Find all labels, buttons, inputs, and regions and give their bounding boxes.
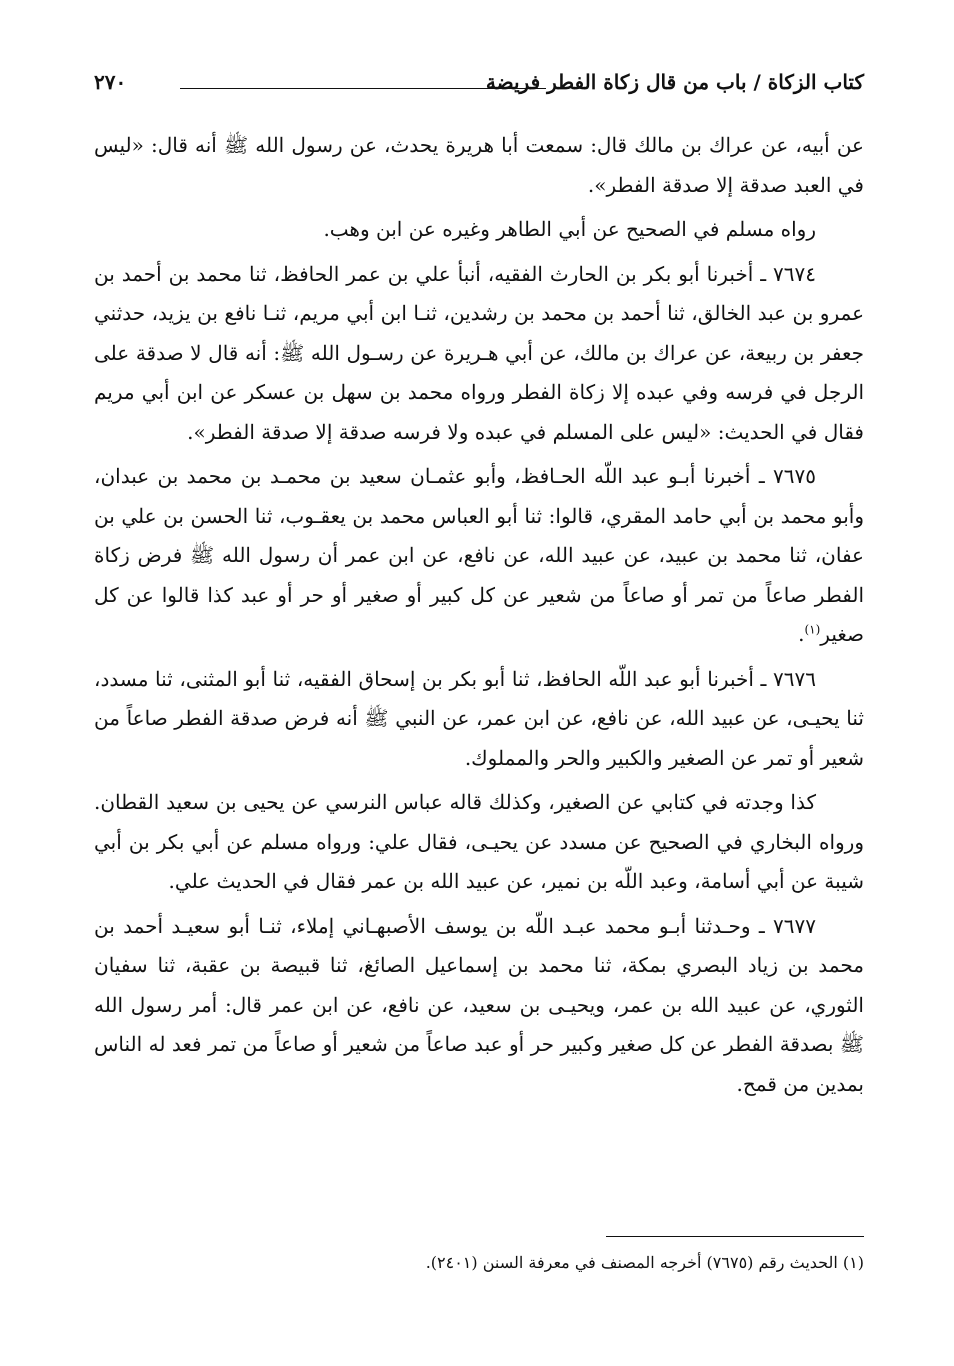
paragraph-hadith-7674: ٧٦٧٤ ـ أخبرنا أبو بكر بن الحارث الفقيه، أنبأ علي بن عمر الحافظ، ثنا محمد بن أحمد بن عمرو بن عبد الخالق، ثنا أحمد بن محمد بن رشدين، ثنـا ابن أبي مريم، ثنـا نافع بن يزيد، حدثني جعفر بن ربيعة، عن عراك بن مالك، عن أبي هـريرة عن رسـول الله ﷺ: أنه قال لا صدقة على الرجل في فرسه وفي عبده إلا زكاة الفطر ورواه محمد بن سهل بن عسكر عن ابن أبي مريم فقال في الحديث: «ليس على المسلم في عبده ولا فرسه صدقة إلا صدقة الفطر». [94, 261, 864, 444]
footnote-marker[interactable]: (١) [804, 622, 821, 637]
footnote: (١) الحديث رقم (٧٦٧٥) أخرجه المصنف في معرفة السنن (٢٤٠١). [425, 1253, 864, 1272]
page-header [94, 60, 864, 100]
page-number: ٢٧٠ [94, 70, 127, 94]
book-page [94, 60, 864, 1320]
running-title: كتاب الزكاة / باب من قال زكاة الفطر فريضة [485, 70, 864, 94]
paragraph-hadith-7675 [94, 457, 864, 655]
paragraph-hadith-7676: ٧٦٧٦ ـ أخبرنا أبو عبد اللّه الحافظ، ثنا أبو بكر بن إسحاق الفقيه، ثنا أبو المثنى، ثنا مسدد، ثنا يحيـى، عن عبيد الله، عن نافع، عن ابن عمر، عن النبي ﷺ أنه فرض صدقة الفطر صاعاً من شعير أو تمر عن الصغير والكبير والحر والمملوك. [94, 666, 864, 770]
hadith-7675-tail: . [798, 622, 805, 646]
page-body [94, 126, 864, 1109]
footnote-rule [606, 1236, 864, 1237]
paragraph-continuation: عن أبيه، عن عراك بن مالك قال: سمعت أبا هريرة يحدث، عن رسول الله ﷺ أنه قال: «ليس في العبد صدقة إلا صدقة الفطر». [94, 133, 864, 197]
paragraph-commentary: كذا وجدته في كتابي عن الصغير، وكذلك قاله عباس النرسي عن يحيى بن سعيد القطان. ورواه البخاري في الصحيح عن مسدد عن يحيـى، فقال علي: ورواه مسلم عن أبي بكر بن أبي شيبة عن أبي أسامة، وعبد اللّه بن نمير، عن عبيد الله بن عمر فقال في الحديث علي. [94, 790, 864, 893]
paragraph-narration-note: رواه مسلم في الصحيح عن أبي الطاهر وغيره عن ابن وهب. [323, 217, 816, 241]
paragraph-hadith-7677: ٧٦٧٧ ـ وحـدثنا أبـو محمد عبـد اللّه بن يوسف الأصبهـاني إملاء، ثنـا أبو سعيـد أحمد بن محمد بن زياد البصري بمكة، ثنا محمد بن إسماعيل الصائغ، ثنا قبيصة بن عقبة، ثنا سفيان الثوري، عن عبيد الله بن عمر، ويحيـى بن سعيد، عن نافع، عن ابن عمر قال: أمر رسول الله ﷺ بصدقة الفطر عن كل صغير وكبير حر أو عبد صاعاً من شعير أو صاعاً من تمر فعد له الناس بمدين من قمح. [94, 913, 864, 1096]
hadith-7675-text: ٧٦٧٥ ـ أخبرنا أبـو عبد اللّه الحـافظ، وأبو عثمـان سعيد بن محمـد بن محمد بن عبدان، وأبو محمد بن أبي حامد المقري، قالوا: ثنا أبو العباس محمد بن يعقـوب، ثنا الحسن بن علي بن عفان، ثنا محمد بن عبيد، عن عبيد الله، عن نافع، عن ابن عمر أن رسول الله ﷺ فرض زكاة الفطر صاعاً من تمر أو صاعاً من شعير عن كل كبير أو صغير أو حر أو عبد كذا قالوا عن كل صغير [94, 464, 864, 646]
